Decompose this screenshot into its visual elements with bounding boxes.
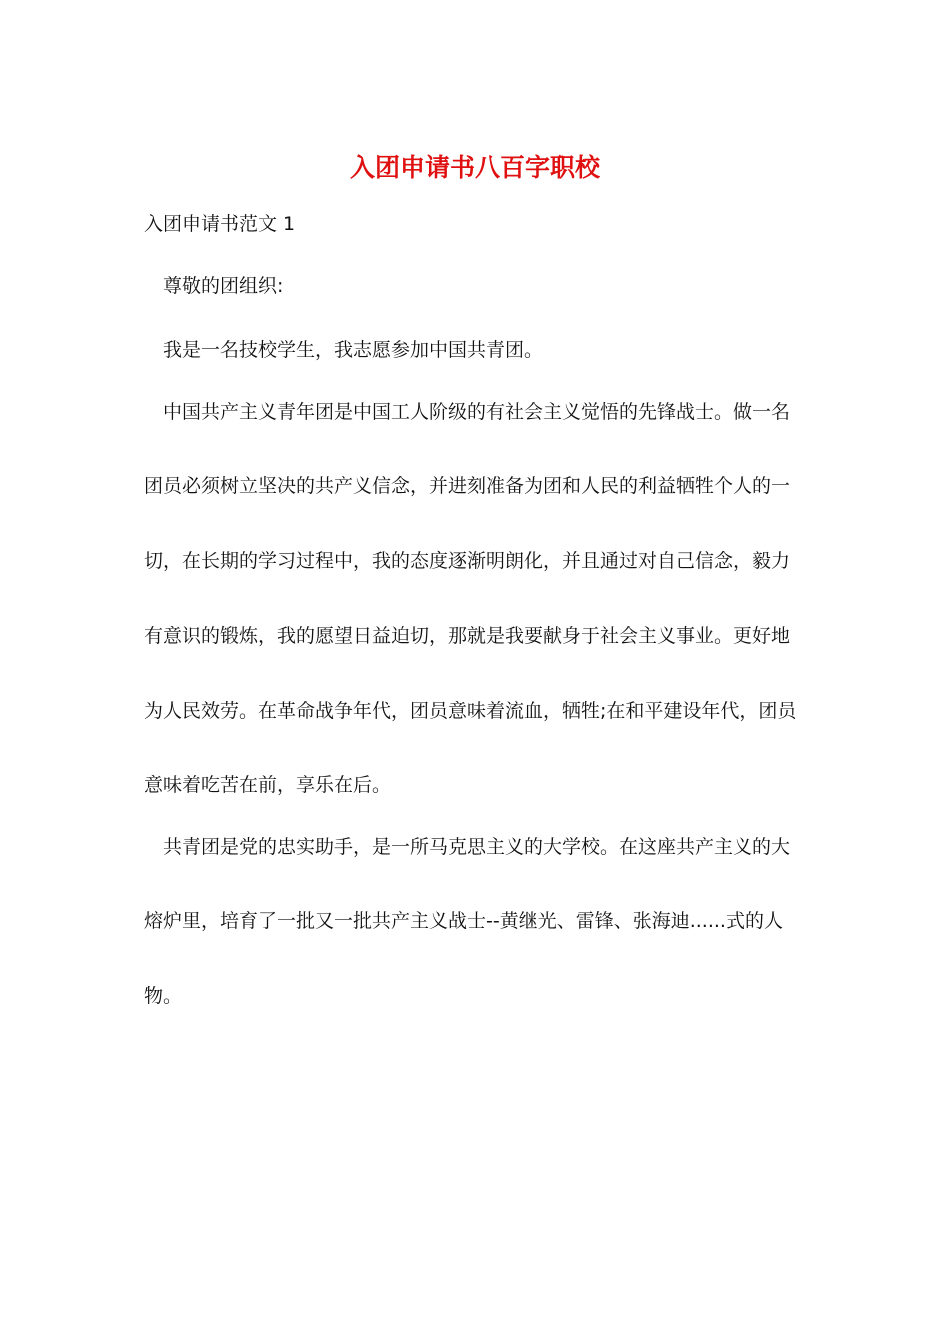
paragraph-line: 物。 [144, 985, 183, 1007]
paragraph-line: 切，在长期的学习过程中，我的态度逐渐明朗化，并且通过对自己信念，毅力 [144, 550, 791, 572]
paragraph-line: 团员必须树立坚决的共产义信念，并进刻准备为团和人民的利益牺牲个人的一 [144, 475, 791, 497]
paragraph-line: 中国共产主义青年团是中国工人阶级的有社会主义觉悟的先锋战士。做一名 [163, 401, 791, 423]
section-heading: 入团申请书范文 1 [144, 213, 296, 235]
document-title: 入团申请书八百字职校 [349, 153, 600, 182]
paragraph-line: 有意识的锻炼，我的愿望日益迫切，那就是我要献身于社会主义事业。更好地 [144, 625, 791, 647]
paragraph-line: 熔炉里，培育了一批又一批共产主义战士--黄继光、雷锋、张海迪......式的人 [144, 910, 783, 932]
paragraph-line: 共青团是党的忠实助手，是一所马克思主义的大学校。在这座共产主义的大 [163, 836, 791, 858]
paragraph-line: 我是一名技校学生，我志愿参加中国共青团。 [163, 339, 544, 361]
paragraph-line: 为人民效劳。在革命战争年代，团员意味着流血，牺牲;在和平建设年代，团员 [144, 700, 797, 722]
paragraph-line: 意味着吃苦在前，享乐在后。 [144, 774, 392, 796]
salutation: 尊敬的团组织: [163, 275, 284, 297]
